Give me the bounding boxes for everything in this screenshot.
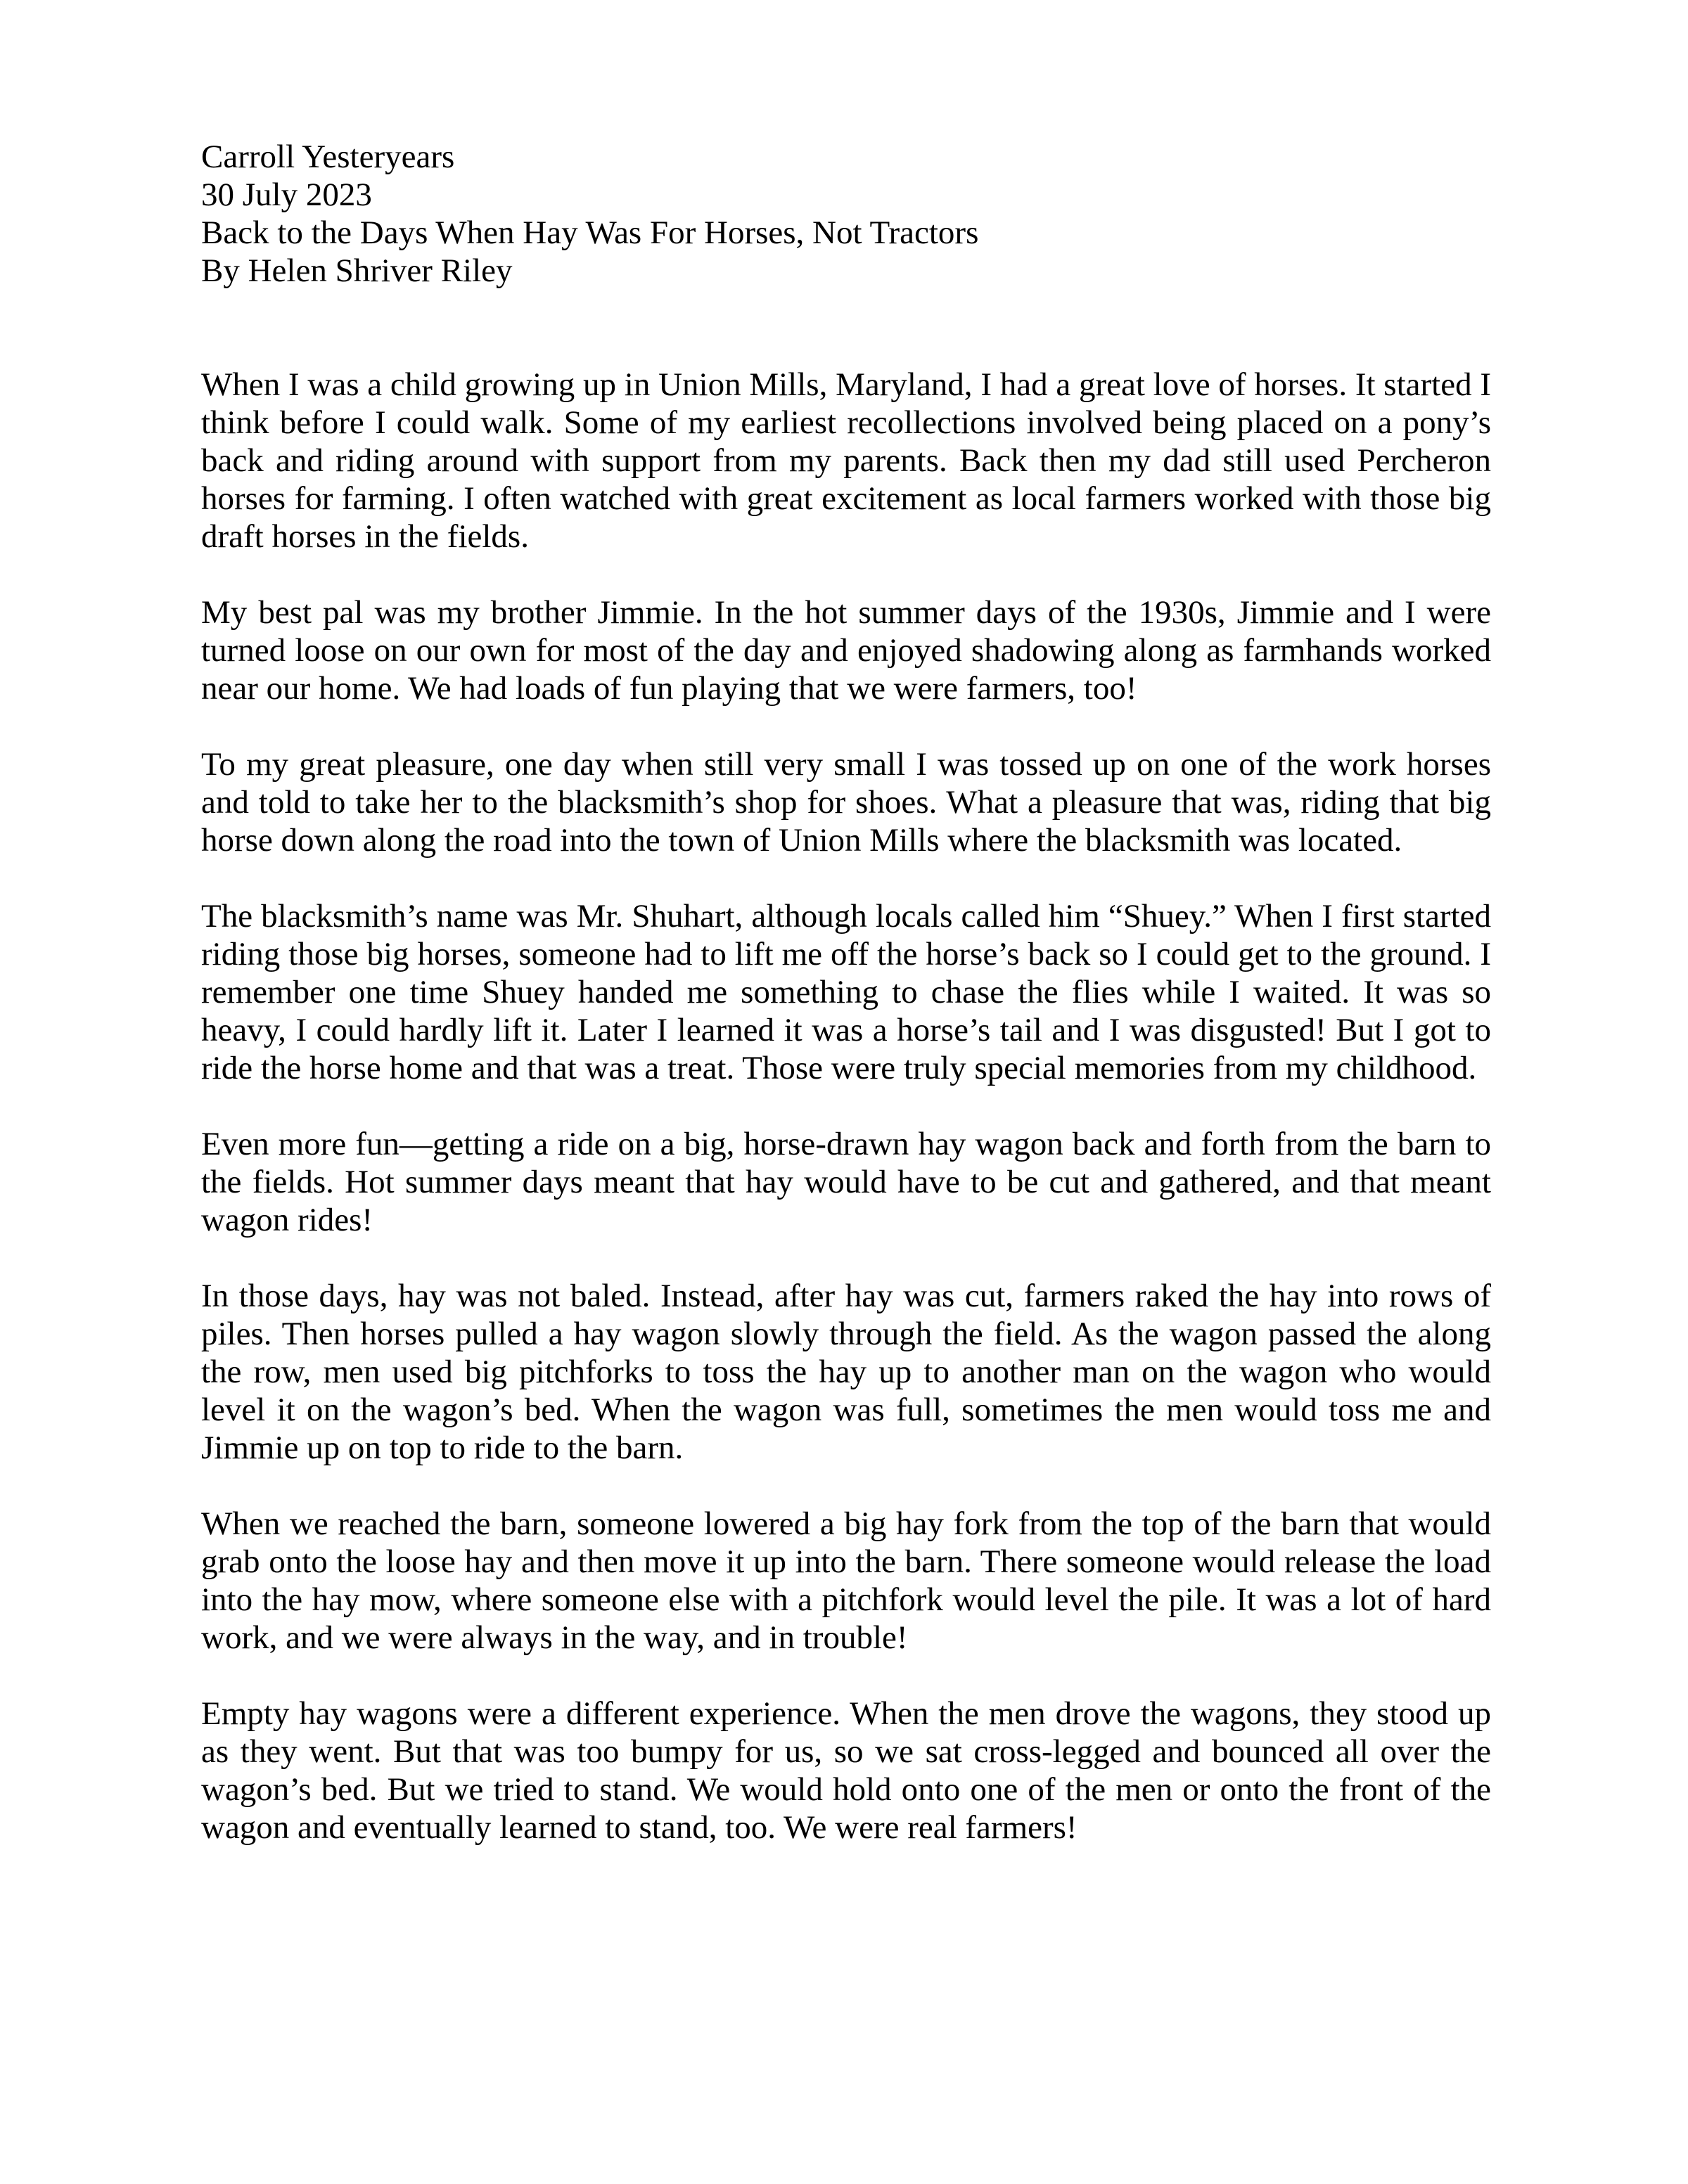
document-header xyxy=(201,138,1491,290)
paragraph: When I was a child growing up in Union Mills, Maryland, I had a great love of horses. It started I think before I could walk. Some of my earliest recollections involved being placed on a pony’s back and riding around with support from my parents. Back then my dad still used Percheron horses for farming. I often watched with great excitement as local farmers worked with those big draft horses in the fields. xyxy=(201,366,1491,555)
paragraph: To my great pleasure, one day when still very small I was tossed up on one of the work horses and told to take her to the blacksmith’s shop for shoes. What a pleasure that was, riding that big horse down along the road into the town of Union Mills where the blacksmith was located. xyxy=(201,746,1491,859)
paragraph: Even more fun—getting a ride on a big, horse-drawn hay wagon back and forth from the barn to the fields. Hot summer days meant that hay would have to be cut and gathered, and that meant wagon rides! xyxy=(201,1126,1491,1238)
paragraph: My best pal was my brother Jimmie. In the hot summer days of the 1930s, Jimmie and I were turned loose on our own for most of the day and enjoyed shadowing along as farmhands worked near our home. We had loads of fun playing that we were farmers, too! xyxy=(201,594,1491,707)
paragraph: The blacksmith’s name was Mr. Shuhart, although locals called him “Shuey.” When I first started riding those big horses, someone had to lift me off the horse’s back so I could get to the ground. I remember one time Shuey handed me something to chase the flies while I waited. It was so heavy, I could hardly lift it. Later I learned it was a horse’s tail and I was disgusted! But I got to ride the horse home and that was a treat. Those were truly special memories from my childhood. xyxy=(201,898,1491,1086)
document-body xyxy=(201,366,1491,1846)
paragraph: When we reached the barn, someone lowered a big hay fork from the top of the barn that would grab onto the loose hay and then move it up into the barn. There someone would release the load into the hay mow, where someone else with a pitchfork would level the pile. It was a lot of hard work, and we were always in the way, and in trouble! xyxy=(201,1505,1491,1656)
paragraph: Empty hay wagons were a different experience. When the men drove the wagons, they stood up as they went. But that was too bumpy for us, so we sat cross-legged and bounced all over the wagon’s bed. But we tried to stand. We would hold onto one of the men or onto the front of the wagon and eventually learned to stand, too. We were real farmers! xyxy=(201,1695,1491,1846)
date-line: 30 July 2023 xyxy=(201,176,372,213)
byline: By Helen Shriver Riley xyxy=(201,252,513,289)
document-title: Back to the Days When Hay Was For Horses, Not Tractors xyxy=(201,214,979,251)
publication-name: Carroll Yesteryears xyxy=(201,139,455,175)
paragraph: In those days, hay was not baled. Instead, after hay was cut, farmers raked the hay into rows of piles. Then horses pulled a hay wagon slowly through the field. As the wagon passed the along the row, men used big pitchforks to toss the hay up to another man on the wagon who would level it on the wagon’s bed. When the wagon was full, sometimes the men would toss me and Jimmie up on top to ride to the barn. xyxy=(201,1278,1491,1466)
